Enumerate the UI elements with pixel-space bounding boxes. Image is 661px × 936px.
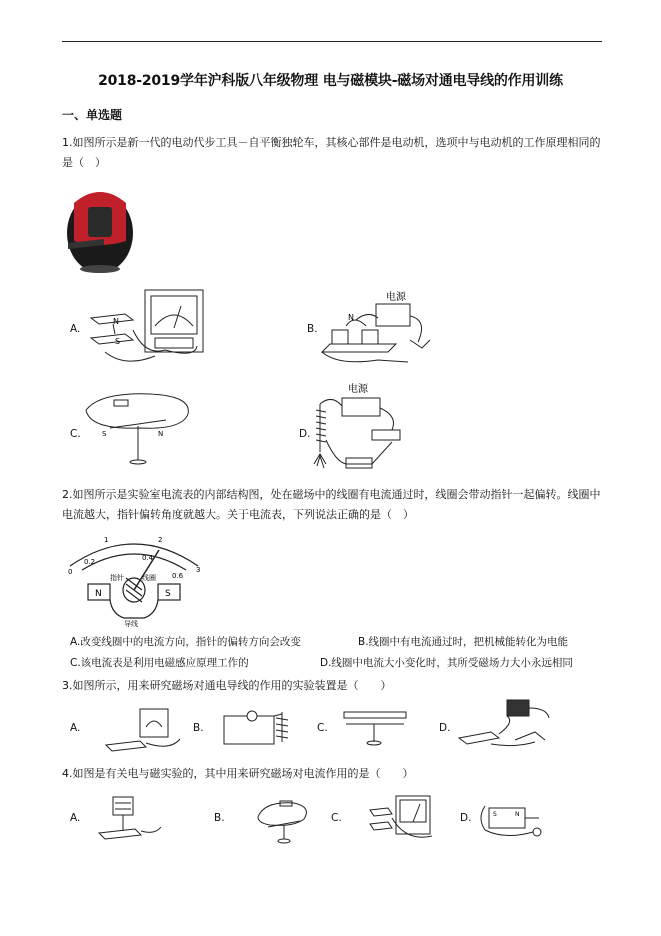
- q3-option-b[interactable]: B.: [193, 722, 204, 734]
- scale-top-1: 1: [104, 536, 109, 544]
- q4-figure-a: [95, 795, 165, 845]
- q1-option-c[interactable]: C.: [70, 428, 81, 440]
- scale-bottom-0: 0.2: [84, 558, 96, 566]
- q1-figure-c-wire-magnet: [80, 388, 200, 468]
- question-3-text: 3.如图所示，用来研究磁场对通电导线的作用的实验装置是（ ）: [62, 679, 392, 692]
- q2-option-b[interactable]: B.线圈中有电流通过时，把机械能转化为电能: [358, 636, 569, 648]
- q1-figure-a-galvanometer: [85, 286, 215, 376]
- q3-figure-d: [455, 698, 555, 750]
- q3-option-d[interactable]: D.: [439, 722, 451, 734]
- coil-label: 线圈: [142, 574, 156, 582]
- q4-figure-b: [254, 795, 314, 845]
- q1-figure-b-label: 电源: [386, 292, 406, 303]
- svg-text:S: S: [493, 811, 497, 818]
- section-heading: 一、单选题: [62, 108, 123, 122]
- unicycle-image: [64, 183, 136, 275]
- q1-option-b[interactable]: B.: [307, 323, 318, 335]
- q4-option-c[interactable]: C.: [331, 812, 342, 824]
- q1-figure-b-motor: [318, 290, 448, 374]
- svg-text:S: S: [102, 430, 107, 438]
- wire-label: 导线: [124, 620, 138, 628]
- q4-option-b[interactable]: B.: [214, 812, 225, 824]
- question-4-text: 4.如图是有关电与磁实验的，其中用来研究磁场对电流作用的是（ ）: [62, 767, 414, 780]
- q4-figure-d: [475, 796, 545, 842]
- pointer-label: 指针: [110, 574, 124, 582]
- scale-bottom-1: 0.4: [142, 554, 154, 562]
- svg-text:N: N: [515, 811, 520, 818]
- svg-text:N: N: [158, 430, 164, 438]
- q3-figure-a: [100, 705, 184, 753]
- q2-option-a[interactable]: A.改变线圈中的电流方向，指针的偏转方向会改变: [70, 636, 301, 648]
- question-2-text: 2.如图所示是实验室电流表的内部结构图，处在磁场中的线圈有电流通过时，线圈会带动指针一起偏转。线圈中电流越大，指针偏转角度就越大。关于电流表，下列说法正确的是（ ）: [62, 488, 601, 521]
- q1-figure-d-electromagnet: [312, 380, 432, 475]
- scale-top-3: 3: [196, 566, 201, 574]
- q2-option-c[interactable]: C.该电流表是利用电磁感应原理工作的: [70, 657, 249, 669]
- q1-option-d[interactable]: D.: [299, 428, 311, 440]
- q1-figure-d-label: 电源: [348, 384, 368, 395]
- q2-option-d[interactable]: D.线圈中电流大小变化时，其所受磁场力大小永远相同: [320, 657, 573, 669]
- page-title: 2018-2019学年沪科版八年级物理 电与磁模块-磁场对通电导线的作用训练: [98, 73, 563, 89]
- svg-text:N: N: [348, 313, 354, 322]
- q4-figure-c: [366, 794, 442, 846]
- q3-figure-b: [220, 706, 300, 750]
- q3-figure-c: [340, 708, 410, 748]
- scale-top-2: 2: [158, 536, 163, 544]
- magnet-south: S: [165, 589, 171, 599]
- q4-option-a[interactable]: A.: [70, 812, 81, 824]
- q1-option-a[interactable]: A.: [70, 323, 81, 335]
- header-rule: [62, 41, 602, 42]
- ammeter-diagram: [64, 530, 204, 628]
- scale-top-0: 0: [68, 568, 73, 576]
- magnet-north: N: [95, 589, 102, 599]
- q3-option-a[interactable]: A.: [70, 722, 81, 734]
- q4-option-d[interactable]: D.: [460, 812, 472, 824]
- question-1-text: 1.如图所示是新一代的电动代步工具－自平衡独轮车，其核心部件是电动机，选项中与电动机的工作原理相同的是（ ）: [62, 136, 601, 169]
- svg-text:S: S: [115, 337, 121, 346]
- scale-bottom-2: 0.6: [172, 572, 184, 580]
- svg-text:N: N: [113, 317, 119, 326]
- q3-option-c[interactable]: C.: [317, 722, 328, 734]
